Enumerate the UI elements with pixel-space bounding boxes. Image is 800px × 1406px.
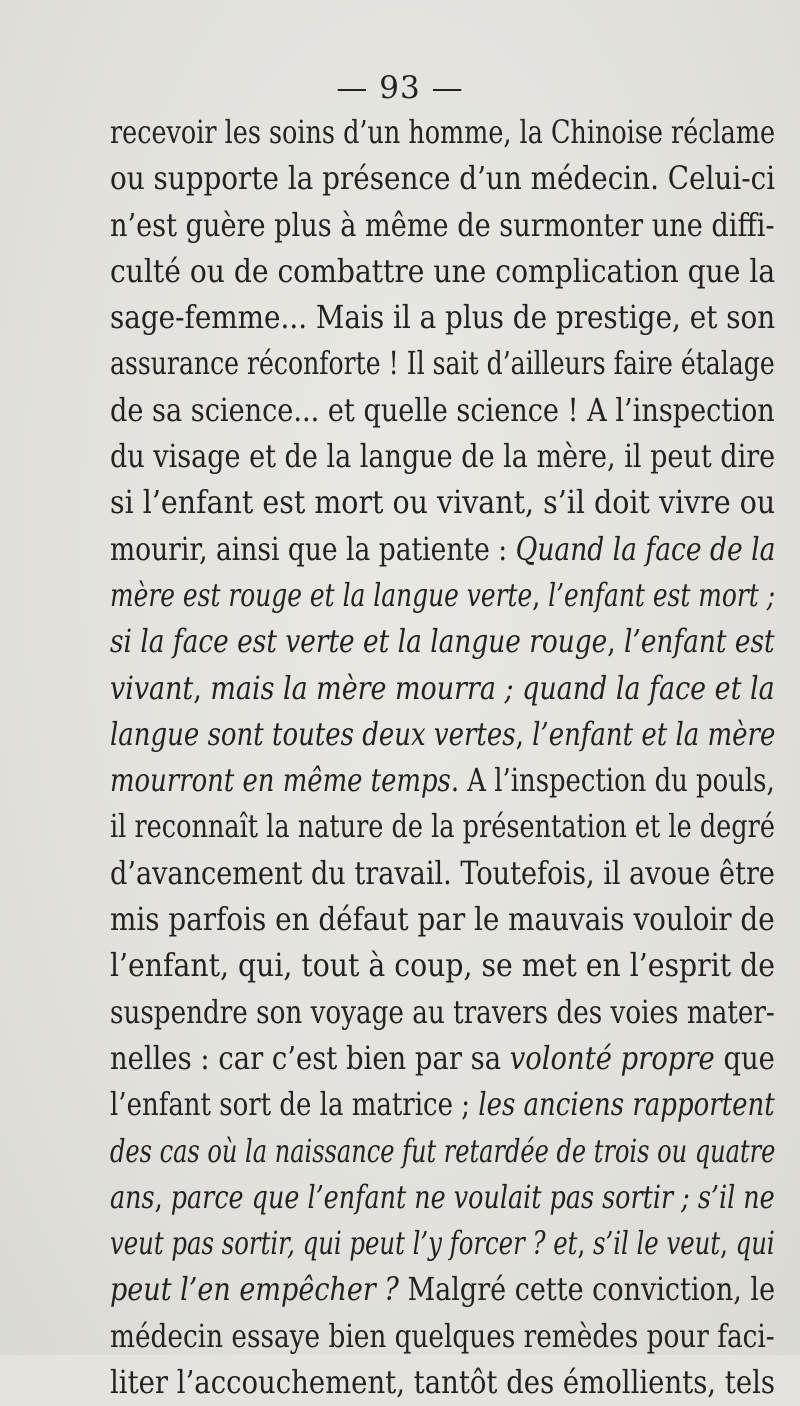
text-segment: si l’enfant est mort ou vivant, s’il doit vivre ou bbox=[110, 485, 776, 522]
text-segment: culté ou de combattre une complication que la bbox=[110, 253, 776, 290]
italic-text-segment: l’enfant et la mère bbox=[532, 716, 776, 753]
italic-text-segment: s’il le veut bbox=[592, 1226, 721, 1263]
text-segment: assurance réconforte ! Il sait d’ailleurs faire étalage bbox=[110, 346, 775, 383]
text-line bbox=[110, 434, 776, 480]
text-segment: du visage et de la langue de la mère, il peut dire bbox=[110, 439, 776, 476]
italic-text-segment: l’enfant est bbox=[623, 624, 775, 661]
text-line bbox=[110, 666, 775, 712]
italic-text-segment: si la face est verte et la langue rouge bbox=[110, 624, 608, 661]
italic-text-segment: parce que l’enfant ne voulait pas sortir ; s’il ne bbox=[170, 1179, 775, 1216]
text-line bbox=[110, 758, 775, 804]
text-line bbox=[110, 573, 776, 619]
text-segment: l’enfant sort de la matrice ; bbox=[110, 1087, 479, 1124]
text-line bbox=[110, 1314, 775, 1360]
text-segment: sage-femme... Mais il a plus de prestige, et son bbox=[110, 300, 776, 337]
text-line bbox=[110, 249, 776, 295]
text-segment: Malgré cette conviction, le bbox=[398, 1272, 776, 1309]
text-line bbox=[110, 295, 776, 341]
text-segment: , bbox=[720, 1226, 736, 1263]
text-line bbox=[110, 619, 775, 665]
text-line bbox=[110, 480, 776, 526]
text-segment: , bbox=[577, 1226, 593, 1263]
italic-text-segment: veut pas sortir, qui peut l’y forcer ? et bbox=[110, 1226, 578, 1263]
italic-text-segment: l’enfant est mort ; bbox=[548, 577, 776, 614]
text-line bbox=[110, 990, 775, 1036]
text-segment: , bbox=[193, 670, 211, 707]
text-segment: liter l’accouchement, tantôt des émollients, tels bbox=[110, 1365, 775, 1402]
text-line bbox=[110, 388, 775, 434]
text-segment: n’est guère plus à même de surmonter une diffi- bbox=[110, 207, 775, 244]
text-line bbox=[110, 804, 775, 850]
text-segment: . A l’inspection du pouls, bbox=[450, 763, 775, 800]
italic-text-segment: peut l’en empêcher ? bbox=[110, 1272, 399, 1309]
text-segment: , bbox=[515, 716, 533, 753]
body-text bbox=[110, 110, 800, 1406]
text-segment: , bbox=[607, 624, 624, 661]
text-segment: , bbox=[154, 1179, 171, 1216]
italic-text-segment: ans bbox=[110, 1179, 155, 1216]
text-line bbox=[110, 156, 776, 202]
text-line bbox=[110, 203, 775, 249]
italic-text-segment: mourront en même temps bbox=[110, 763, 451, 800]
italic-text-segment: langue sont toutes deux vertes bbox=[110, 716, 516, 753]
text-line bbox=[110, 897, 775, 943]
italic-text-segment: les anciens rapportent bbox=[478, 1087, 775, 1124]
text-segment: mourir, ainsi que la patiente : bbox=[110, 531, 516, 568]
text-segment: nelles : car c’est bien par sa bbox=[110, 1040, 510, 1077]
text-segment: suspendre son voyage au travers des voies mater- bbox=[110, 994, 775, 1031]
text-segment: d’avancement du travail. Toutefois, il avoue être bbox=[110, 855, 775, 892]
italic-text-segment: mère est rouge et la langue verte bbox=[110, 577, 533, 614]
text-segment: recevoir les soins d’un homme, la Chinoise réclame bbox=[110, 115, 776, 151]
text-segment: de sa science... et quelle science ! A l’inspection bbox=[110, 392, 775, 429]
italic-text-segment: mais la mère mourra ; quand la face et la bbox=[210, 670, 775, 707]
italic-text-segment: qui bbox=[735, 1226, 775, 1263]
text-line bbox=[110, 527, 776, 573]
text-line bbox=[110, 1360, 775, 1406]
text-line bbox=[110, 712, 776, 758]
italic-text-segment: des cas où la naissance fut retardée de trois ou quatre bbox=[110, 1133, 776, 1170]
italic-text-segment: vivant bbox=[110, 670, 194, 707]
text-segment: mis parfois en défaut par le mauvais vouloir de bbox=[110, 902, 775, 939]
text-segment: que bbox=[714, 1040, 775, 1077]
text-segment: l’enfant, qui, tout à coup, se met en l’esprit de bbox=[110, 948, 776, 985]
text-line bbox=[110, 851, 775, 897]
italic-text-segment: volonté propre bbox=[509, 1040, 715, 1077]
text-segment: ou supporte la présence d’un médecin. Celui-ci bbox=[110, 161, 776, 198]
text-line bbox=[110, 110, 776, 156]
text-line bbox=[110, 1175, 775, 1221]
text-line bbox=[110, 1082, 775, 1128]
text-line bbox=[110, 943, 776, 989]
text-line bbox=[110, 1036, 775, 1082]
page-number: — 93 — bbox=[336, 70, 464, 106]
text-line bbox=[110, 1221, 775, 1267]
text-line bbox=[110, 1267, 776, 1313]
text-segment: médecin essaye bien quelques remèdes pour faci- bbox=[110, 1318, 775, 1355]
text-line bbox=[110, 1129, 776, 1175]
text-segment: il reconnaît la nature de la présentation et le degré bbox=[110, 809, 775, 846]
text-segment: , bbox=[532, 577, 549, 614]
text-line bbox=[110, 341, 775, 387]
italic-text-segment: Quand la face de la bbox=[515, 531, 776, 568]
